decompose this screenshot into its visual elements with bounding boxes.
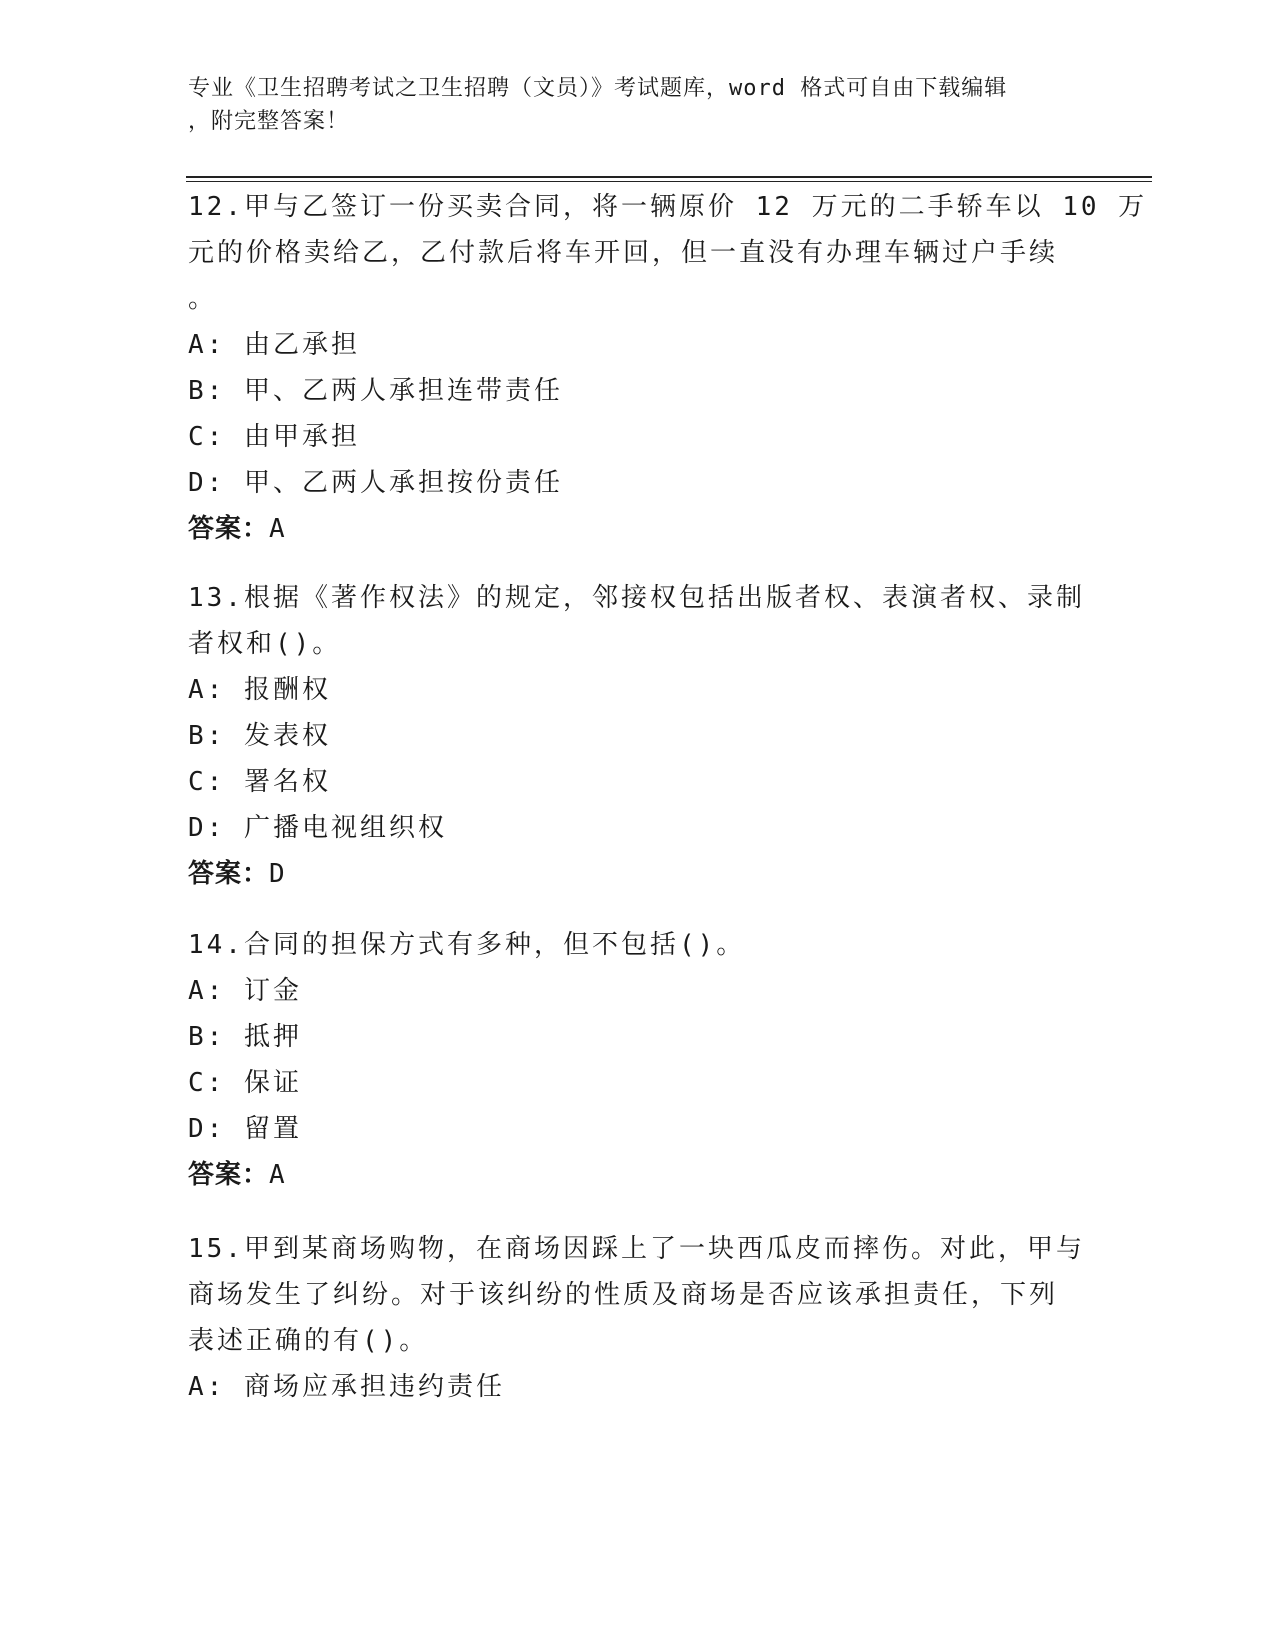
stem-line: 13.根据《著作权法》的规定，邻接权包括出版者权、表演者权、录制	[188, 583, 1085, 613]
header-line-2: ，附完整答案！	[188, 109, 350, 134]
option-b: B: 甲、乙两人承担连带责任	[188, 376, 563, 406]
option-b: B: 抵押	[188, 1022, 302, 1052]
question-stem	[188, 575, 1088, 667]
question-stem	[188, 184, 1148, 322]
option-c: C: 保证	[188, 1068, 302, 1098]
stem-line: 15.甲到某商场购物，在商场因踩上了一块西瓜皮而摔伤。对此，甲与	[188, 1234, 1085, 1264]
header-divider	[186, 176, 1152, 178]
answer-line	[188, 506, 1088, 552]
stem-line: 商场发生了纠纷。对于该纠纷的性质及商场是否应该承担责任，下列	[188, 1280, 1059, 1310]
question-12	[188, 184, 1148, 552]
answer-value: A	[269, 1160, 285, 1190]
header-line-1: 专业《卫生招聘考试之卫生招聘（文员）》考试题库，word 格式可自由下载编辑	[188, 76, 1008, 101]
answer-label: 答案：	[188, 859, 270, 889]
answer-line	[188, 851, 1088, 897]
answer-label: 答案：	[188, 514, 270, 544]
option-a: A: 订金	[188, 976, 302, 1006]
stem-line: 12.甲与乙签订一份买卖合同，将一辆原价 12 万元的二手轿车以 10 万	[188, 192, 1148, 222]
stem-line: 元的价格卖给乙，乙付款后将车开回，但一直没有办理车辆过户手续	[188, 238, 1059, 268]
answer-line	[188, 1152, 1088, 1198]
option-c: C: 由甲承担	[188, 422, 360, 452]
answer-value: D	[269, 859, 285, 889]
document-header	[188, 72, 1068, 138]
stem-line: 。	[188, 284, 218, 314]
question-stem	[188, 1226, 1088, 1364]
answer-value: A	[269, 514, 285, 544]
option-b: B: 发表权	[188, 721, 331, 751]
header-divider-thin	[186, 181, 1152, 182]
question-15	[188, 1226, 1088, 1410]
option-a: A: 商场应承担违约责任	[188, 1372, 505, 1402]
stem-line: 表述正确的有()。	[188, 1326, 429, 1356]
question-13	[188, 575, 1088, 897]
option-d: D: 广播电视组织权	[188, 813, 447, 843]
stem-line: 者权和()。	[188, 629, 342, 659]
option-a: A: 由乙承担	[188, 330, 360, 360]
option-c: C: 署名权	[188, 767, 331, 797]
question-stem	[188, 922, 1088, 968]
option-d: D: 甲、乙两人承担按份责任	[188, 468, 563, 498]
answer-label: 答案：	[188, 1160, 270, 1190]
question-14	[188, 922, 1088, 1198]
option-d: D: 留置	[188, 1114, 302, 1144]
stem-line: 14.合同的担保方式有多种，但不包括()。	[188, 930, 746, 960]
option-a: A: 报酬权	[188, 675, 331, 705]
